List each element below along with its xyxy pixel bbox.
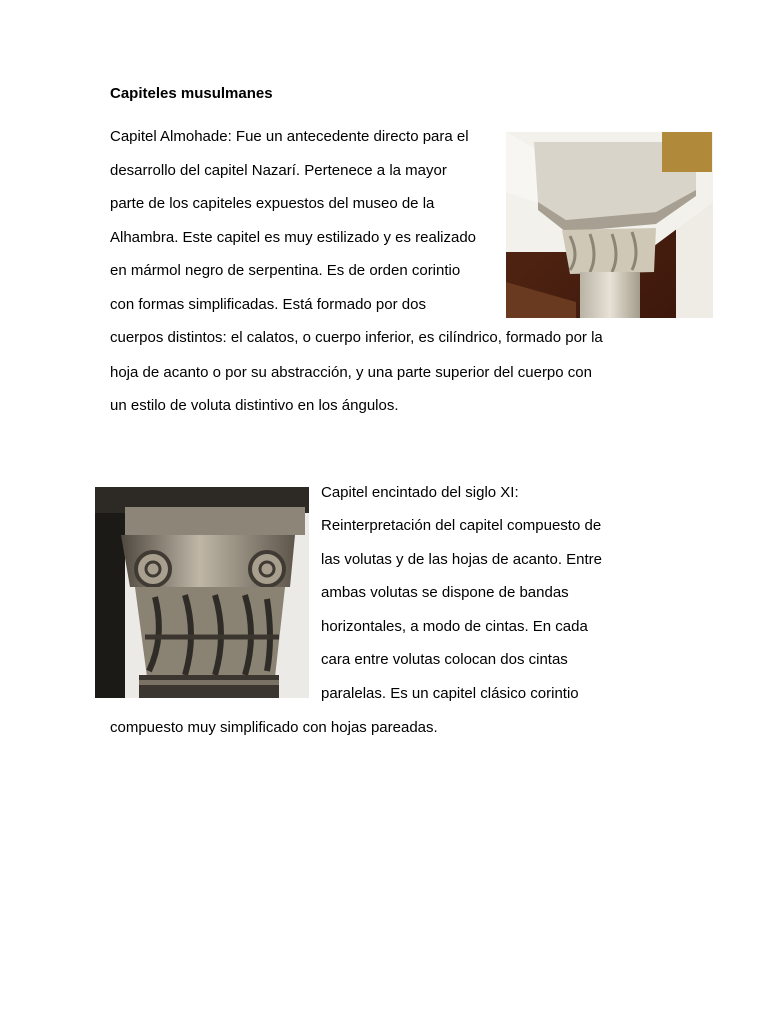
- paragraph-line: Reinterpretación del capitel compuesto de: [321, 517, 602, 534]
- document-title: Capiteles musulmanes: [110, 85, 273, 102]
- paragraph-line: cuerpos distintos: el calatos, o cuerpo inferior, es cilíndrico, formado por la: [110, 329, 603, 346]
- paragraph-line: Capitel encintado del siglo XI:: [321, 484, 519, 501]
- paragraph-line: compuesto muy simplificado con hojas pareadas.: [110, 719, 438, 736]
- paragraph-line: un estilo de voluta distintivo en los ángulos.: [110, 397, 399, 414]
- paragraph-line: las volutas y de las hojas de acanto. Entre: [321, 551, 603, 568]
- paragraph-line: parte de los capiteles expuestos del museo de la: [110, 195, 435, 212]
- paragraph-line: Capitel Almohade: Fue un antecedente directo para el: [110, 128, 469, 145]
- paragraph-line: Alhambra. Este capitel es muy estilizado y es realizado: [110, 229, 477, 246]
- paragraph-line: con formas simplificadas. Está formado por dos: [110, 296, 426, 313]
- paragraph-line: desarrollo del capitel Nazarí. Pertenece a la mayor: [110, 162, 447, 179]
- paragraph-line: paralelas. Es un capitel clásico corintio: [321, 685, 579, 702]
- paragraph-line: horizontales, a modo de cintas. En cada: [321, 618, 588, 635]
- paragraph-line: cara entre volutas colocan dos cintas: [321, 651, 568, 668]
- paragraph-line: ambas volutas se dispone de bandas: [321, 584, 569, 601]
- encintado-capital-image: [95, 487, 309, 698]
- paragraph-line: hoja de acanto o por su abstracción, y una parte superior del cuerpo con: [110, 364, 592, 381]
- almohade-capital-image: [506, 132, 713, 318]
- paragraph-line: en mármol negro de serpentina. Es de orden corintio: [110, 262, 461, 279]
